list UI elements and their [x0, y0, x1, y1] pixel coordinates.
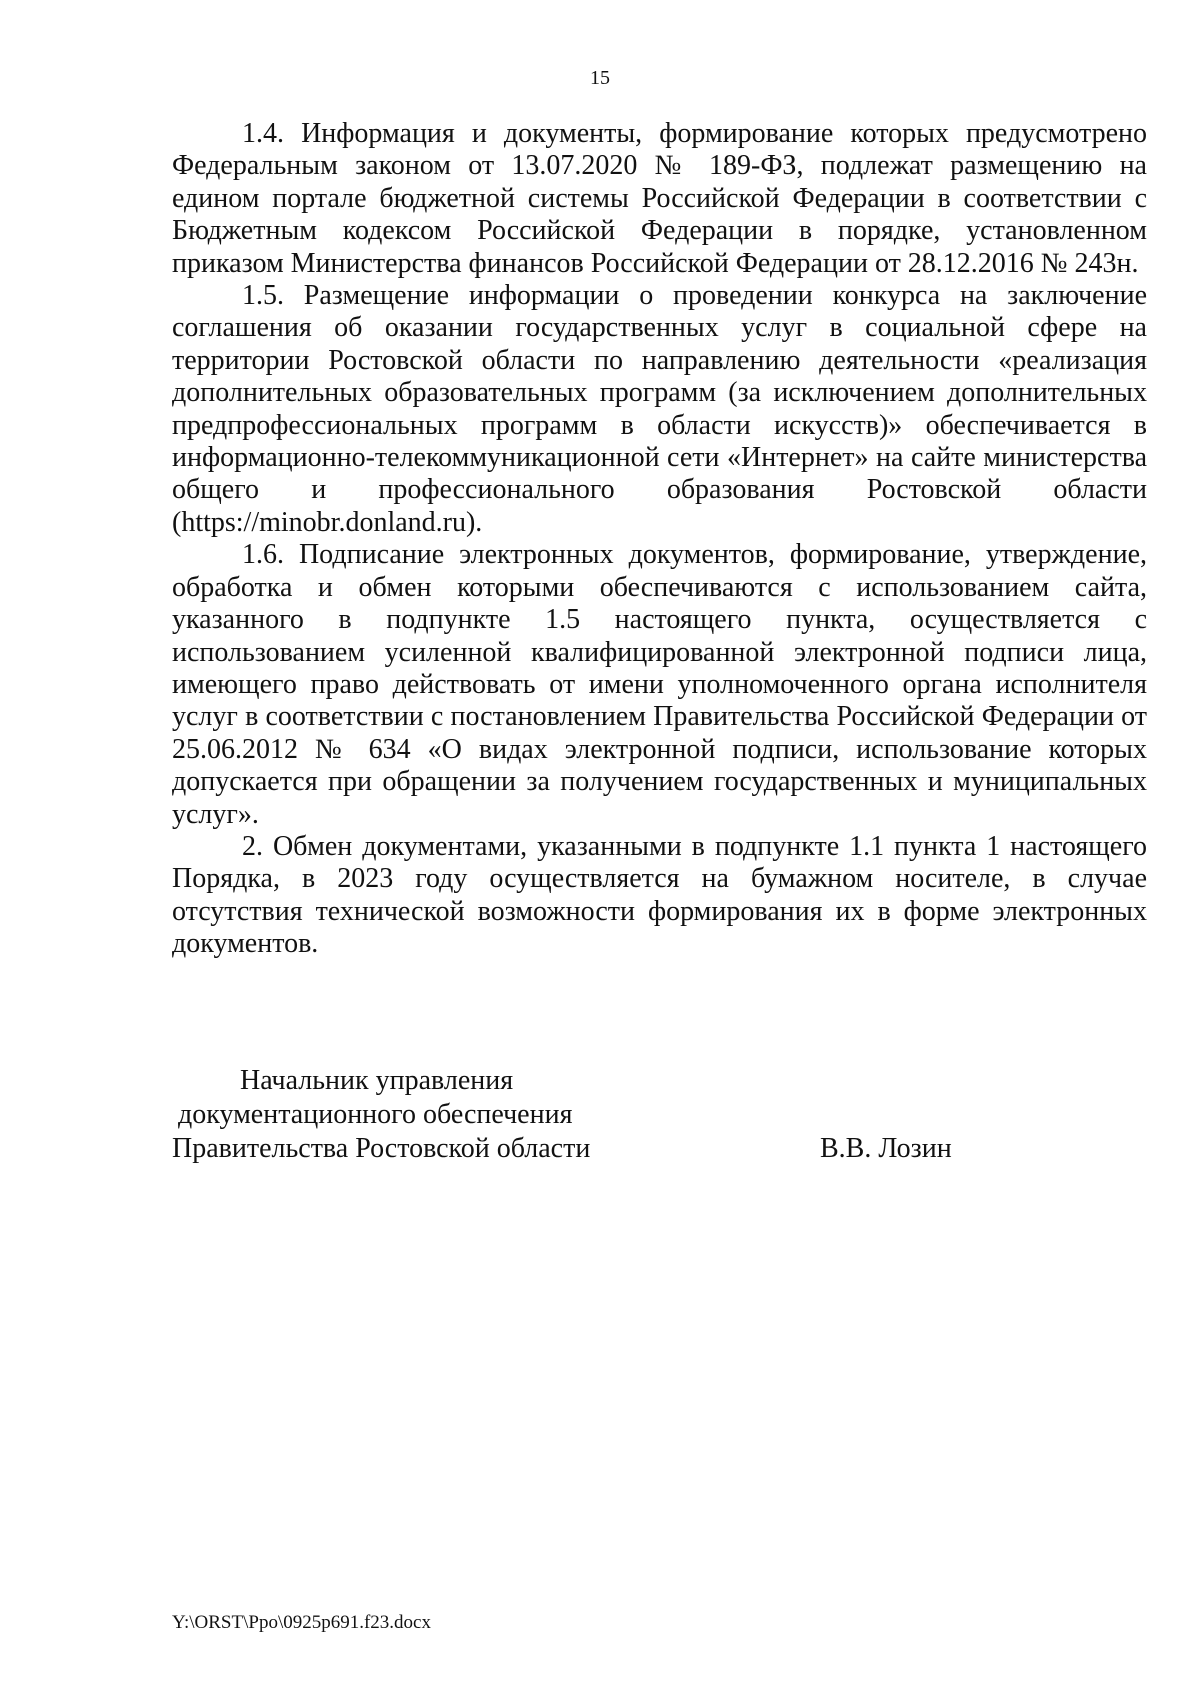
signatory-name: В.В. Лозин	[820, 1133, 952, 1164]
paragraph-2: 2. Обмен документами, указанными в подпункте 1.1 пункта 1 настоящего Порядка, в 2023 году осуществляется на бумажном носителе, в случае отсутствия технической возможности формирования их в форме электронных документов.	[172, 830, 1147, 960]
paragraph-1-6: 1.6. Подписание электронных документов, формирование, утверждение, обработка и обмен которыми обеспечиваются с использованием сайта, указанного в подпункте 1.5 настоящего пункта, осуществляется с использованием усиленной квалифицированной электронной подписи лица, имеющего право действовать от имени уполномоченного органа исполнителя услуг в соответствии с постановлением Правительства Российской Федерации от 25.06.2012 № 634 «О видах электронной подписи, использование которых допускается при обращении за получением государственных и муниципальных услуг».	[172, 539, 1147, 830]
signature-block	[172, 1064, 972, 1166]
signatory-title-line-3-row	[172, 1132, 972, 1166]
paragraph-1-4: 1.4. Информация и документы, формирование которых предусмотрено Федеральным законом от 13.07.2020 № 189-ФЗ, подлежат размещению на едином портале бюджетной системы Российской Федерации в соответствии с Бюджетным кодексом Российской Федерации в порядке, установленном приказом Министерства финансов Российской Федерации от 28.12.2016 № 243н.	[172, 118, 1147, 279]
page-number: 15	[590, 67, 610, 89]
file-path-footer: Y:\ORST\Ppo\0925p691.f23.docx	[172, 1612, 431, 1633]
paragraph-1-5: 1.5. Размещение информации о проведении конкурса на заключение соглашения об оказании государственных услуг в социальной сфере на территории Ростовской области по направлению деятельности «реализация дополнительных образовательных программ (за исключением дополнительных предпрофессиональных программ в области искусств)» обеспечивается в информационно-телекоммуникационной сети «Интернет» на сайте министерства общего и профессионального образования Ростовской области (https://minobr.donland.ru).	[172, 280, 1147, 538]
signatory-title-line-2: документационного обеспечения	[178, 1099, 573, 1130]
signatory-title-line-1: Начальник управления	[240, 1065, 514, 1096]
document-body	[172, 118, 1147, 961]
signatory-title-line-3: Правительства Ростовской области	[172, 1133, 591, 1164]
